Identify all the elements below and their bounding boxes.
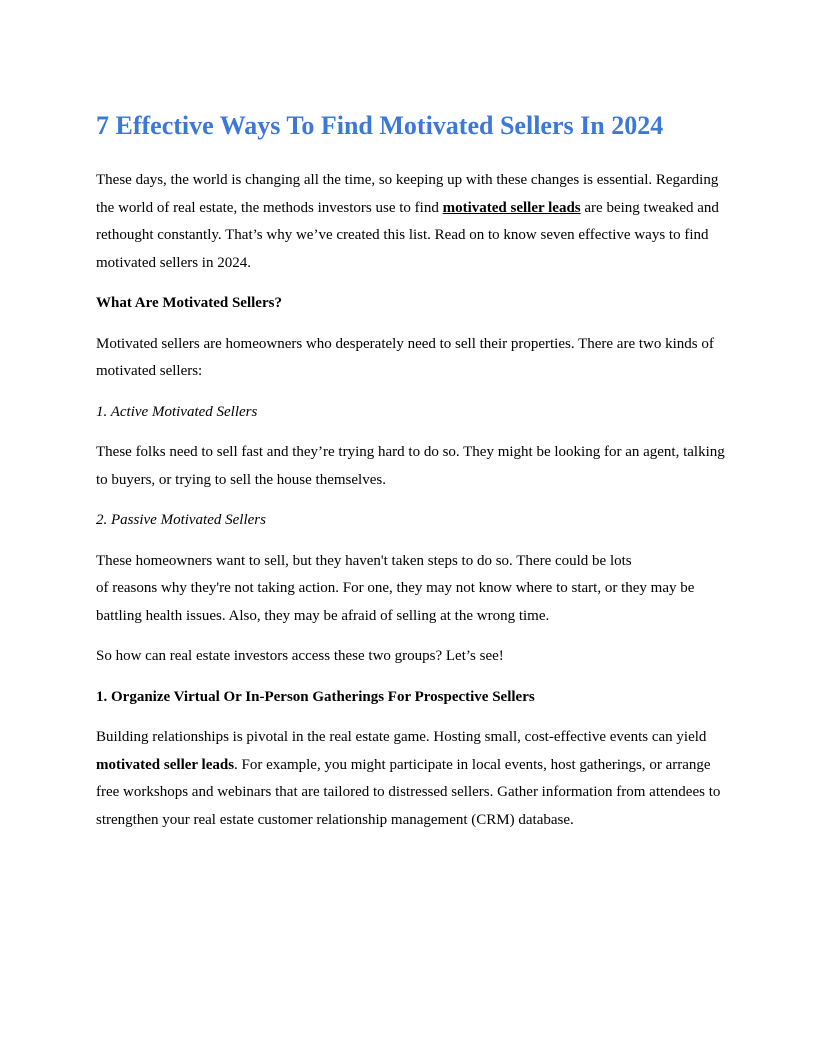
section-heading-1: 1. Organize Virtual Or In-Person Gatherings For Prospective Sellers [96,688,535,705]
paragraph-active: These folks need to sell fast and they’re trying hard to do so. They might be looking for an agent, talking to buyers, or trying to sell the house themselves. [96,444,725,488]
intro-paragraph [96,167,726,277]
intro-text-end: are being tweaked and rethought constantly. That’s why we’ve created this list. Read on to know seven effective ways to find motivated sellers in 2024. [96,199,719,271]
subheading-passive: 2. Passive Motivated Sellers [96,512,266,528]
section-1-text-start: Building relationships is pivotal in the real estate game. Hosting small, cost-effective events can yield [96,729,707,745]
subheading-active: 1. Active Motivated Sellers [96,403,258,420]
transition-paragraph: So how can real estate investors access these two groups? Let’s see! [96,648,504,664]
motivated-seller-leads-link[interactable]: motivated seller leads [442,199,581,216]
section-paragraph-what: Motivated sellers are homeowners who desperately need to sell their properties. There are two kinds of motivated sellers: [96,335,714,379]
paragraph-passive [96,548,726,631]
page-title: 7 Effective Ways To Find Motivated Sellers In 2024 [96,111,664,140]
intro-text-start: These days, the world is changing all the time, so keeping up with these changes is essential. Regarding the world of real estate, the methods investors use to find [96,172,719,216]
paragraph-passive-line1: These homeowners want to sell, but they haven't taken steps to do so. There could be lots [96,552,632,569]
document-page [96,108,726,847]
section-1-bold-phrase: motivated seller leads [96,756,235,773]
section-heading-what: What Are Motivated Sellers? [96,295,282,311]
paragraph-passive-rest: of reasons why they're not taking action. For one, they may not know where to start, or they may be battling health issues. Also, they may be afraid of selling at the wrong time. [96,580,695,624]
section-1-text-end: . For example, you might participate in local events, host gatherings, or arrange free workshops and webinars that are tailored to distressed sellers. Gather information from attendees to strengthen your real estate customer relationship management (CRM) database. [96,756,721,828]
section-paragraph-1 [96,724,726,834]
